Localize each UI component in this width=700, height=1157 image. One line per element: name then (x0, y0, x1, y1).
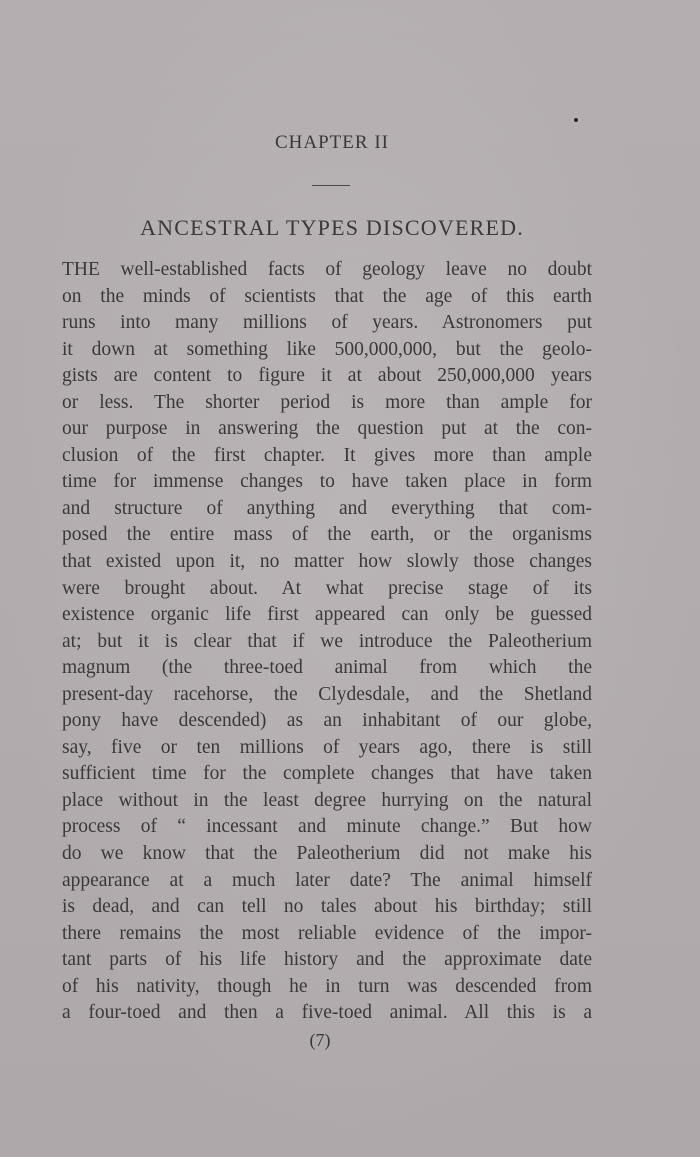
body-paragraph (62, 257, 592, 1027)
text-line: there remains the most reliable evidence of the impor- (62, 922, 592, 944)
text-line: do we know that the Paleotherium did not make his (62, 843, 592, 865)
text-line: tant parts of his life history and the approximate date (62, 949, 592, 971)
text-line: our purpose in answering the question put at the con- (62, 418, 592, 440)
text-line: magnum (the three-toed animal from which the (62, 657, 592, 679)
print-speck (574, 118, 578, 122)
text-line: place without in the least degree hurrying on the natural (62, 789, 592, 811)
text-line: existence organic life first appeared can only be guessed (62, 604, 592, 626)
text-line: that existed upon it, no matter how slowly those changes (62, 551, 592, 573)
text-line: were brought about. At what precise stage of its (62, 577, 592, 599)
text-line: at; but it is clear that if we introduce the Paleotherium (62, 630, 592, 652)
text-line: posed the entire mass of the earth, or the organisms (62, 524, 592, 546)
text-line: on the minds of scientists that the age of this earth (62, 285, 592, 307)
text-line: THE well-established facts of geology leave no doubt (62, 259, 592, 280)
text-line: pony have descended) as an inhabitant of our globe, (62, 710, 592, 732)
page-number: (7) (309, 1030, 331, 1050)
text-line: it down at something like 500,000,000, but the geolo- (62, 338, 592, 360)
text-line: say, five or ten millions of years ago, there is still (62, 736, 592, 758)
text-line: a four-toed and then a five-toed animal. All this is a (62, 1002, 592, 1024)
text-line: and structure of anything and everything that com- (62, 497, 592, 519)
chapter-number: CHAPTER II (275, 132, 389, 153)
text-line: sufficient time for the complete changes that have taken (62, 763, 592, 785)
text-line: time for immense changes to have taken place in form (62, 471, 592, 493)
title-divider (312, 185, 350, 186)
text-line: of his nativity, though he in turn was descended from (62, 975, 592, 997)
text-line: process of “ incessant and minute change.” But how (62, 816, 592, 838)
chapter-title: ANCESTRAL TYPES DISCOVERED. (140, 215, 524, 240)
text-line: or less. The shorter period is more than ample for (62, 391, 592, 413)
text-line: is dead, and can tell no tales about his birthday; still (62, 896, 592, 918)
text-line: appearance at a much later date? The animal himself (62, 869, 592, 891)
text-line: present-day racehorse, the Clydesdale, and the Shetland (62, 683, 592, 705)
text-line: clusion of the first chapter. It gives more than ample (62, 444, 592, 466)
text-line: runs into many millions of years. Astronomers put (62, 312, 592, 334)
text-line: gists are content to figure it at about 250,000,000 years (62, 365, 592, 387)
